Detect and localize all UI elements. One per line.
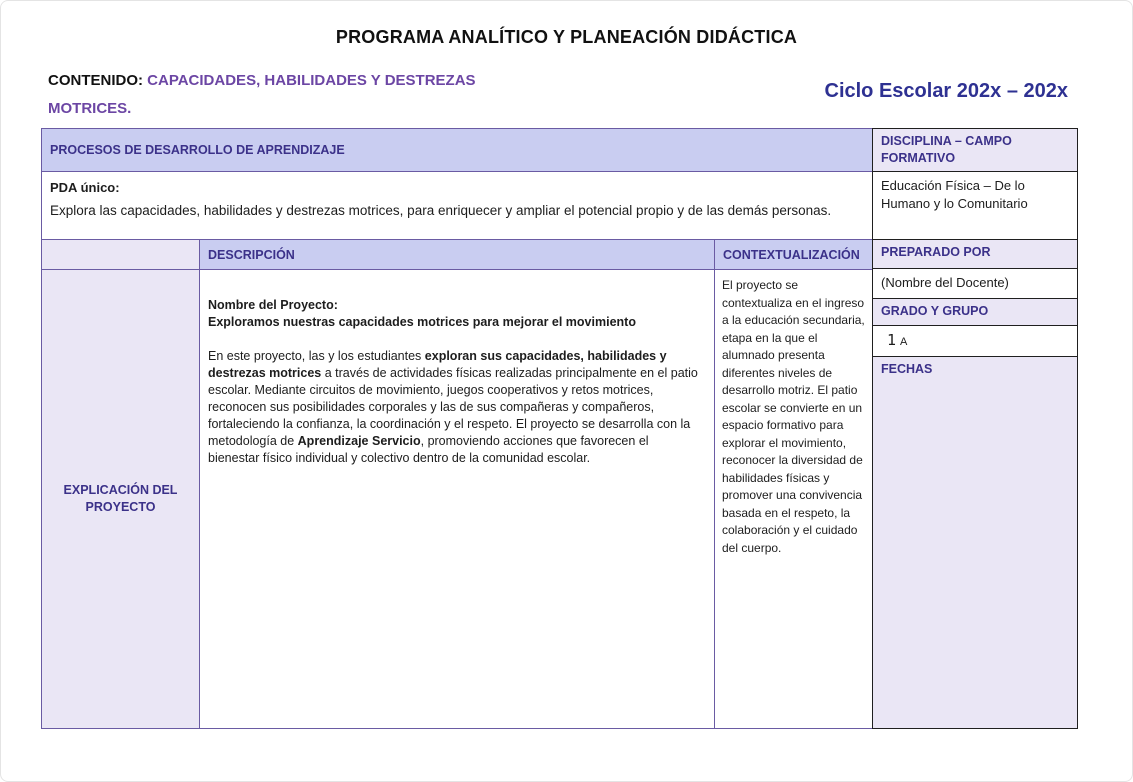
disciplina-header: DISCIPLINA – CAMPO FORMATIVO [873,129,1078,172]
preparado-por-header: PREPARADO POR [873,240,1078,269]
contenido-label: CONTENIDO: [48,72,143,89]
contenido-value: CAPACIDADES, HABILIDADES Y DESTREZAS MOTRICES. [48,72,476,117]
contextualizacion-cell: El proyecto se contextualiza en el ingreso a la educación secundaria, etapa en la que el alumnado presenta diferentes niveles de desarrollo motriz. El patio escolar se convierte en un espacio formativo para explorar el movimiento, reconocer la diversidad de habilidades físicas y promover una convivencia basada en el respeto, la colaboración y el cuidado del cuerpo. [715,270,873,729]
side-table [872,128,1078,729]
grado-number: 1 [887,331,897,349]
disciplina-value: Educación Física – De lo Humano y lo Comunitario [873,172,1078,240]
project-name-value: Exploramos nuestras capacidades motrices para mejorar el movimiento [208,315,636,329]
pda-text: Explora las capacidades, habilidades y destrezas motrices, para enriquecer y ampliar el potencial propio y de las demás personas. [50,203,832,218]
page-title: PROGRAMA ANALÍTICO Y PLANEACIÓN DIDÁCTICA [335,27,798,47]
main-table [41,128,873,729]
contenido-heading [48,67,513,123]
pda-cell [42,172,873,240]
empty-corner-cell [42,240,200,270]
project-description-paragraph: En este proyecto, las y los estudiantes exploran sus capacidades, habilidades y destrezas motrices a través de actividades físicas realizadas principalmente en el patio escolar. Mediante circuitos de movimiento, juegos cooperativos y retos motrices, reconocen sus posibilidades corporales y las de sus compañeras y compañeros, fortaleciendo la confianza, la coordinación y el respeto. El proyecto se desarrolla con la metodología de Aprendizaje Servicio, promoviendo acciones que favorecen el bienestar físico individual y colectivo dentro de la comunidad escolar. [208,349,698,465]
descripcion-cell [200,270,715,729]
grado-grupo-header: GRADO Y GRUPO [873,299,1078,326]
grupo-letter: A [900,336,908,348]
fechas-header: FECHAS [873,357,1078,729]
descripcion-column-header: DESCRIPCIÓN [200,240,715,270]
explicacion-row-label: EXPLICACIÓN DEL PROYECTO [42,270,200,729]
school-year-heading: Ciclo Escolar 202x – 202x [824,80,1068,102]
main-table-header: PROCESOS DE DESARROLLO DE APRENDIZAJE [42,129,873,172]
contextualizacion-column-header: CONTEXTUALIZACIÓN [715,240,873,270]
preparado-por-value: (Nombre del Docente) [873,269,1078,299]
grado-grupo-value [873,326,1078,357]
project-name-label: Nombre del Proyecto: [208,298,338,312]
paragraph-spacer [208,331,702,348]
pda-label: PDA único: [50,180,120,195]
